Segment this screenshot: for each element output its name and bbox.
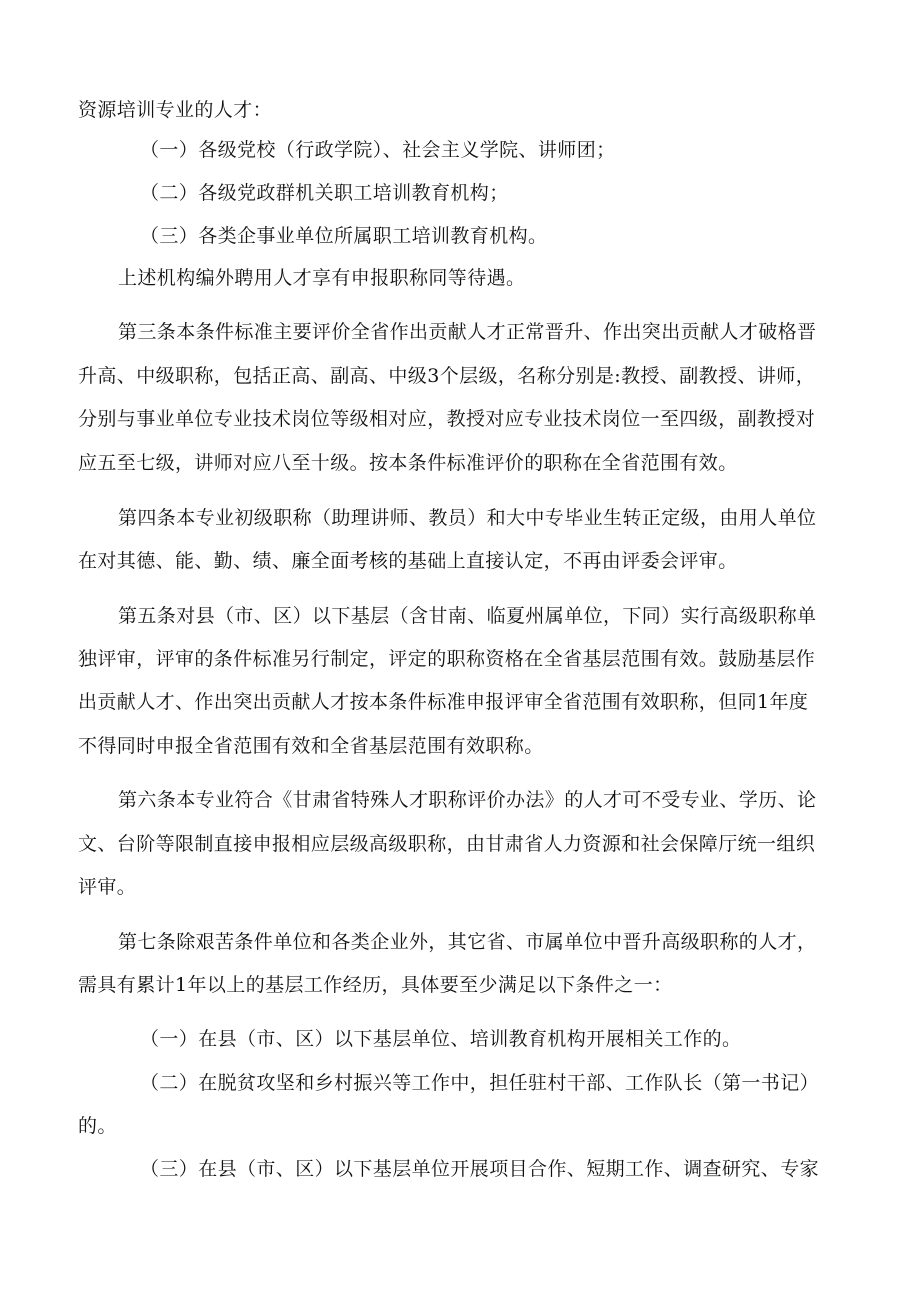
text-line: 评审。	[78, 876, 137, 898]
text-line: 需具有累计1年以上的基层工作经历，具体要至少满足以下条件之一：	[78, 974, 673, 996]
text-line: （二）在脱贫攻坚和乡村振兴等工作中，担任驻村干部、工作队长（第一书记）	[140, 1072, 820, 1094]
text-line: （三）在县（市、区）以下基层单位开展项目合作、短期工作、调查研究、专家	[140, 1158, 820, 1180]
text-line: （二）各级党政群机关职工培训教育机构；	[140, 182, 509, 204]
text-line: 在对其德、能、勤、绩、廉全面考核的基础上直接认定，不再由评委会评审。	[78, 550, 738, 572]
text-line: 不得同时申报全省范围有效和全省基层范围有效职称。	[78, 735, 544, 757]
text-line: 应五至七级，讲师对应八至十级。按本条件标准评价的职称在全省范围有效。	[78, 452, 738, 474]
text-line: 第三条本条件标准主要评价全省作出贡献人才正常晋升、作出突出贡献人才破格晋	[118, 321, 817, 343]
text-line: （一）在县（市、区）以下基层单位、培训教育机构开展相关工作的。	[140, 1028, 742, 1050]
text-line: 第五条对县（市、区）以下基层（含甘南、临夏州属单位，下同）实行高级职称单	[118, 605, 817, 627]
text-line: （一）各级党校（行政学院）、社会主义学院、讲师团；	[140, 139, 616, 161]
text-line: 文、台阶等限制直接申报相应层级高级职称，由甘肃省人力资源和社会保障厅统一组织	[78, 833, 816, 855]
text-line: 第七条除艰苦条件单位和各类企业外，其它省、市属单位中晋升高级职称的人才，	[118, 931, 817, 953]
text-line: 第六条本专业符合《甘肃省特殊人才职称评价办法》的人才可不受专业、学历、论	[118, 789, 817, 811]
text-line: 的。	[78, 1115, 117, 1137]
text-line: 上述机构编外聘用人才享有申报职称同等待遇。	[118, 267, 526, 289]
text-line: （三）各类企事业单位所属职工培训教育机构。	[140, 225, 548, 247]
text-line: 第四条本专业初级职称（助理讲师、教员）和大中专毕业生转正定级，由用人单位	[118, 507, 817, 529]
text-line: 升高、中级职称，包括正高、副高、中级3个层级，名称分别是:教授、副教授、讲师，	[78, 365, 816, 387]
text-line: 资源培训专业的人才：	[78, 99, 273, 121]
text-line: 分别与事业单位专业技术岗位等级相对应，教授对应专业技术岗位一至四级，副教授对	[78, 408, 816, 430]
text-line: 独评审，评审的条件标准另行制定，评定的职称资格在全省基层范围有效。鼓励基层作	[78, 648, 816, 670]
text-line: 出贡献人才、作出突出贡献人才按本条件标准申报评审全省范围有效职称，但同1年度	[78, 691, 809, 713]
